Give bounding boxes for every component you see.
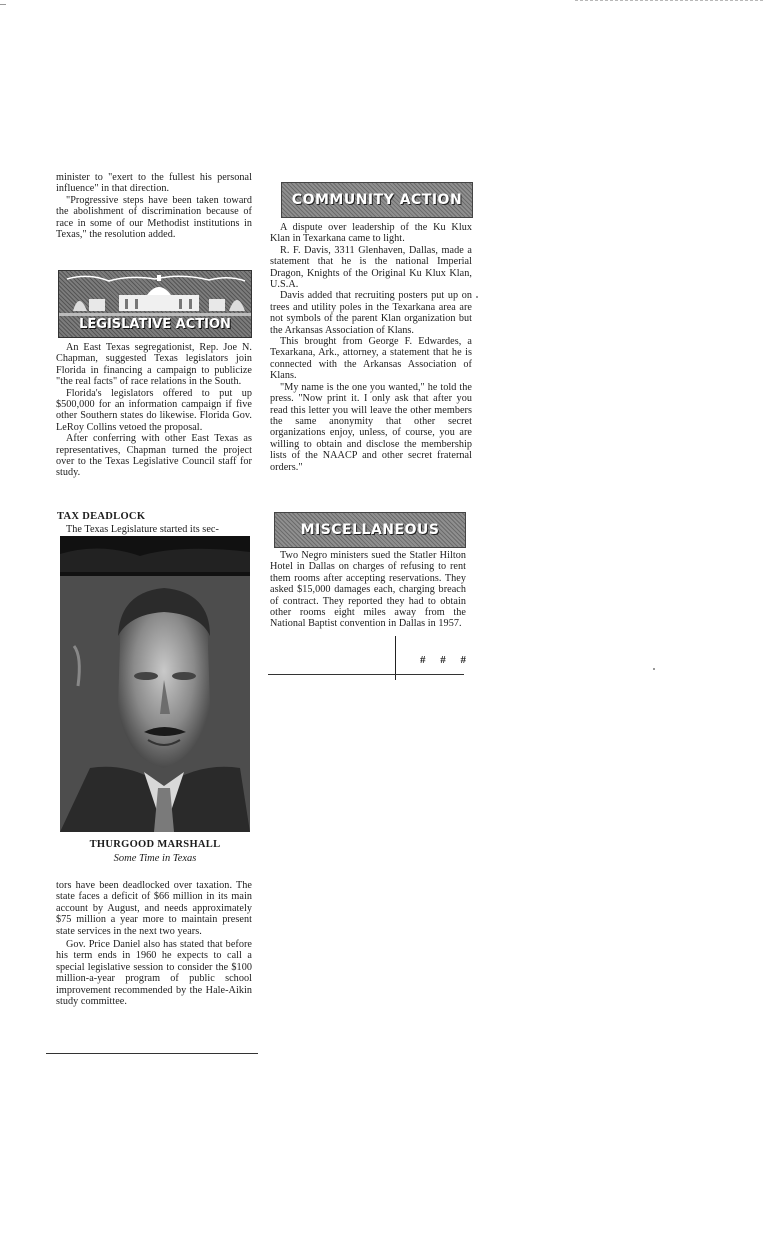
- community-action-banner: [281, 182, 473, 218]
- intro-paragraph: minister to "exert to the fullest his personal influence" in that direction.: [56, 172, 252, 195]
- tax-paragraph: Gov. Price Daniel also has stated that before his term ends in 1960 he expects to call a special legislative session to consider the $100 million-a-year program of public school improvement recommended by the Hale-Aikin study committee.: [56, 939, 252, 1008]
- legislative-paragraph: After conferring with other East Texas as representatives, Chapman turned the project over to the Texas Legislative Council staff for study.: [56, 433, 252, 479]
- tax-paragraph: tors have been deadlocked over taxation. The state faces a deficit of $66 million in its main account by August, and needs approximately $75 million a year more to maintain present state services in the next two years.: [56, 880, 252, 937]
- miscellaneous-banner: [274, 512, 466, 548]
- community-section: [270, 222, 472, 473]
- misc-banner-label: MISCELLANEOUS: [300, 522, 440, 538]
- community-paragraph: Davis added that recruiting posters put up on trees and utility poles in the Texarkana area are not symbols of the parent Klan organization but the Arkansas Association of Klans.: [270, 290, 472, 336]
- thurgood-marshall-photo: [60, 536, 250, 832]
- legislative-action-banner: [58, 270, 252, 338]
- top-dashed-border: [575, 0, 763, 3]
- community-paragraph: A dispute over leadership of the Ku Klux Klan in Texarkana came to light.: [270, 222, 472, 245]
- speck: [476, 296, 478, 298]
- misc-section: [270, 550, 466, 630]
- portrait-image: [60, 536, 250, 832]
- community-paragraph: This brought from George F. Edwardes, a Texarkana, Ark., attorney, a statement that he is connected with the Arkansas Association of Klans.: [270, 336, 472, 382]
- intro-paragraph: "Progressive steps have been taken toward the abolishment of discrimination because of race in some of our Methodist institutions in Texas," the resolution added.: [56, 194, 252, 241]
- legislative-paragraph: An East Texas segregationist, Rep. Joe N. Chapman, suggested Texas legislators join Florida in financing a campaign to publicize "the real facts" of race relations in the South.: [56, 342, 252, 388]
- intro-section: [56, 172, 252, 240]
- right-column-end-rule: [268, 674, 464, 675]
- corner-mark: [0, 4, 6, 5]
- photo-caption-name: THURGOOD MARSHALL: [89, 839, 221, 850]
- legislative-banner-label: LEGISLATIVE ACTION: [79, 317, 231, 332]
- left-column-end-rule: [46, 1053, 258, 1054]
- tax-section: [56, 880, 252, 1007]
- community-banner-label: COMMUNITY ACTION: [291, 192, 463, 208]
- legislative-section: [56, 342, 252, 479]
- tax-deadlock-heading: TAX DEADLOCK: [57, 511, 146, 522]
- tax-lead-line: The Texas Legislature started its sec-: [66, 524, 219, 535]
- community-paragraph: R. F. Davis, 3311 Glenhaven, Dallas, made a statement that he is the national Imperial Dragon, Knights of the Original Ku Klux Klan, U.S.A.: [270, 244, 472, 291]
- tax-lead: [56, 524, 252, 535]
- misc-paragraph: Two Negro ministers sued the Statler Hilton Hotel in Dallas on charges of refusing to rent them rooms after accepting reservations. They asked $15,000 damages each, charging breach of contract. They reported they had to obtain other rooms eight miles away from the National Baptist convention in Dallas in 1957.: [270, 550, 466, 630]
- end-mark: # # #: [420, 654, 472, 666]
- speck: [653, 668, 655, 670]
- community-paragraph: "My name is the one you wanted," he told the press. "Now print it. I only ask that after you read this letter you will leave the other members the same anonymity that other secret organizations enjoy, unless, of course, you are willing to obtain and disclose the membership lists of the NAACP and other secret fraternal orders.": [270, 381, 472, 473]
- legislative-paragraph: Florida's legislators offered to put up $500,000 for an information campaign if five other Southern states do likewise. Florida Gov. LeRoy Collins vetoed the proposal.: [56, 387, 252, 433]
- photo-caption-subtitle: Some Time in Texas: [113, 853, 197, 864]
